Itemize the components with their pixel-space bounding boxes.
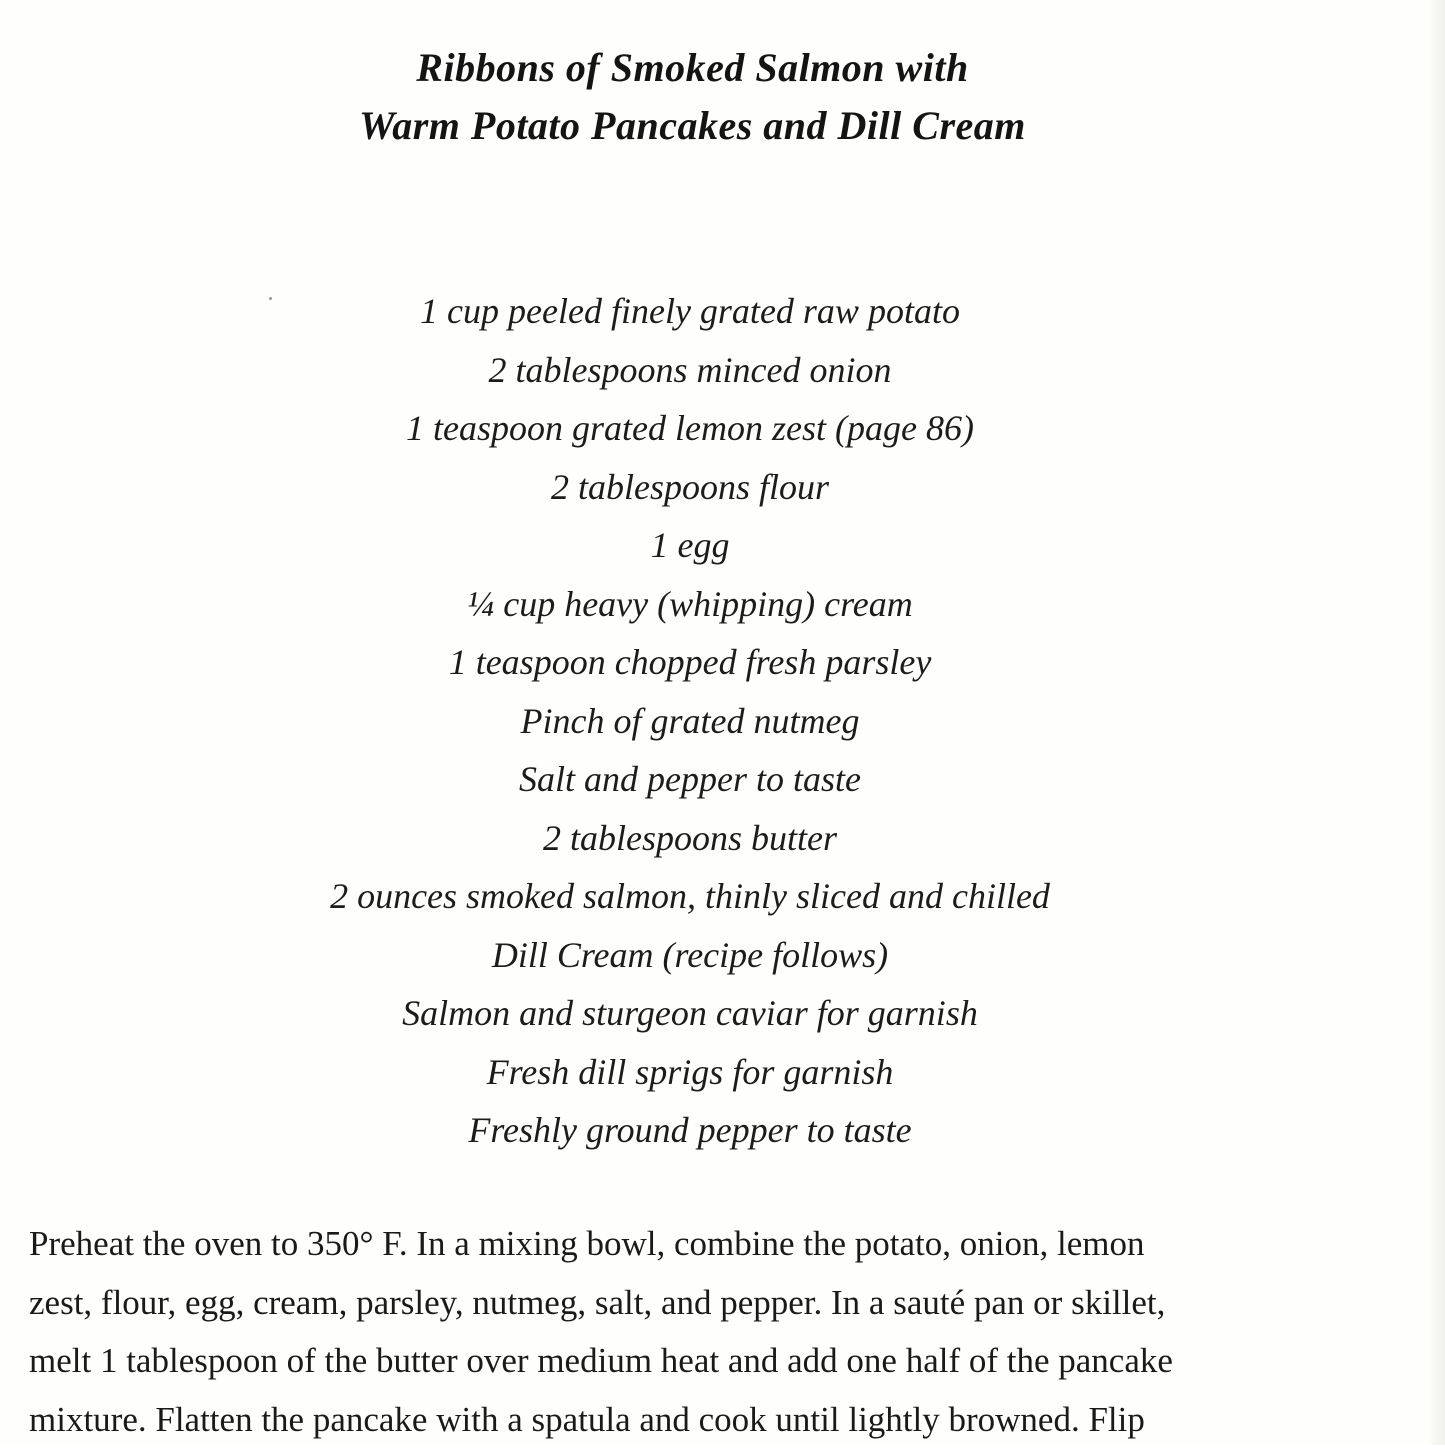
ingredient-item: 1 cup peeled finely grated raw potato [0,282,1380,341]
method-line: melt 1 tablespoon of the butter over medium heat and add one half of the pancake [29,1332,1359,1391]
method-line: mixture. Flatten the pancake with a spatula and cook until lightly browned. Flip [29,1391,1359,1449]
recipe-title-line-2: Warm Potato Pancakes and Dill Cream [0,102,1385,149]
ingredient-item: Fresh dill sprigs for garnish [0,1043,1380,1102]
ingredient-list [0,282,1380,1160]
ingredient-item: Pinch of grated nutmeg [0,692,1380,751]
ingredient-item: Salmon and sturgeon caviar for garnish [0,984,1380,1043]
ingredient-item: 2 tablespoons butter [0,809,1380,868]
ingredient-item: Freshly ground pepper to taste [0,1101,1380,1160]
method-paragraph [29,1215,1359,1449]
ingredient-item: 2 tablespoons flour [0,458,1380,517]
method-line: Preheat the oven to 350° F. In a mixing bowl, combine the potato, onion, lemon [29,1215,1359,1274]
ingredient-item: 1 teaspoon grated lemon zest (page 86) [0,399,1380,458]
ingredient-item: 1 teaspoon chopped fresh parsley [0,633,1380,692]
ingredient-item: 1 egg [0,516,1380,575]
page-edge-shadow [1427,0,1445,1445]
ingredient-item: 2 tablespoons minced onion [0,341,1380,400]
ingredient-item: Dill Cream (recipe follows) [0,926,1380,985]
method-line: zest, flour, egg, cream, parsley, nutmeg, salt, and pepper. In a sauté pan or skillet, [29,1274,1359,1333]
ingredient-item: ¼ cup heavy (whipping) cream [0,575,1380,634]
ingredient-item: Salt and pepper to taste [0,750,1380,809]
ingredient-item: 2 ounces smoked salmon, thinly sliced and chilled [0,867,1380,926]
recipe-title-line-1: Ribbons of Smoked Salmon with [0,44,1385,91]
